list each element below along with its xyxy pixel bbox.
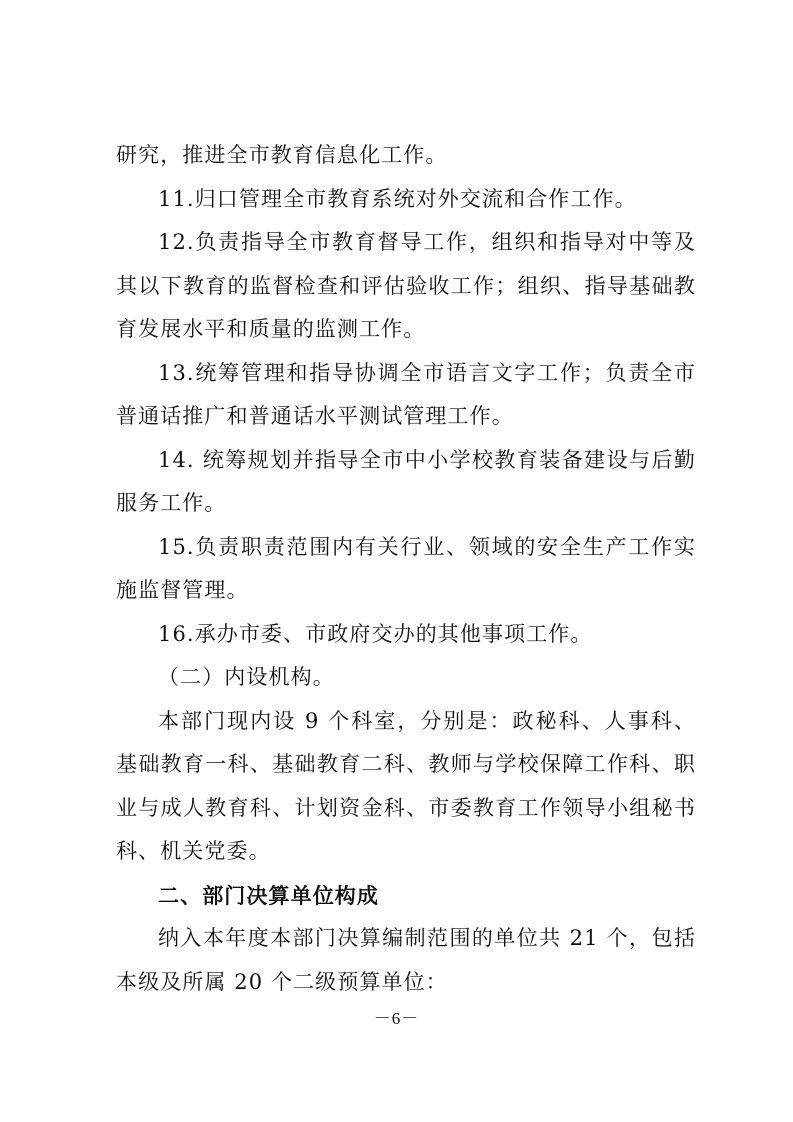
paragraph-unit-count: 纳入本年度本部门决算编制范围的单位共 21 个，包括本级及所属 20 个二级预算单位： <box>116 926 696 994</box>
section-heading-unit-composition: 二、部门决算单位构成 <box>158 882 379 908</box>
subsection-heading-internal-institutions: （二）内设机构。 <box>158 665 335 689</box>
paragraph-item-14: 14. 统筹规划并指导全市中小学校教育装备建设与后勤服务工作。 <box>116 447 696 515</box>
page-number: －6－ <box>373 1009 420 1028</box>
paragraph-item-11: 11.归口管理全市教育系统对外交流和合作工作。 <box>158 186 637 211</box>
paragraph-item-12: 12.负责指导全市教育督导工作，组织和指导对中等及其以下教育的监督检查和评估验收工作；组织、指导基础教育发展水平和质量的监测工作。 <box>116 230 696 341</box>
paragraph-continuation: 研究，推进全市教育信息化工作。 <box>116 143 448 167</box>
document-body <box>116 134 696 1004</box>
paragraph-item-13: 13.统筹管理和指导协调全市语言文字工作；负责全市普通话推广和普通话水平测试管理工作。 <box>116 360 696 428</box>
paragraph-internal-departments: 本部门现内设 9 个科室，分别是：政秘科、人事科、基础教育一科、基础教育二科、教师与学校保障工作科、职业与成人教育科、计划资金科、市委教育工作领导小组秘书科、机关党委。 <box>116 708 696 863</box>
paragraph-item-15: 15.负责职责范围内有关行业、领域的安全生产工作实施监督管理。 <box>116 534 696 602</box>
paragraph-item-16: 16.承办市委、市政府交办的其他事项工作。 <box>158 621 593 646</box>
